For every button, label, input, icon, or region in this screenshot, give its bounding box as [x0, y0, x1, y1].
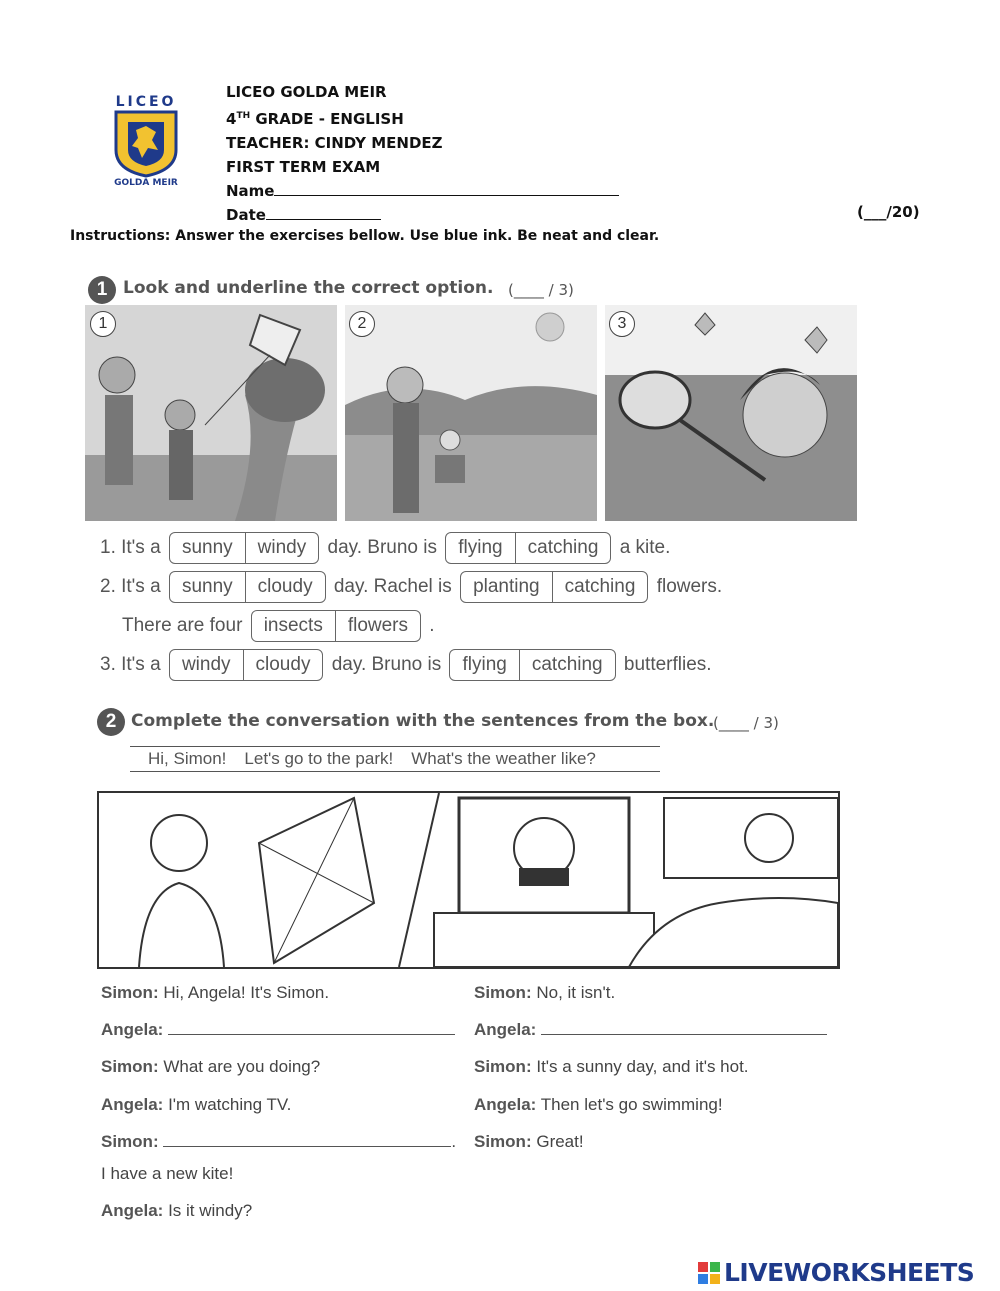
option[interactable]: flying	[462, 654, 507, 675]
school-name: LICEO GOLDA MEIR	[226, 83, 387, 101]
option[interactable]: flying	[458, 537, 503, 558]
section1-score: (____ / 3)	[508, 281, 574, 299]
dialogue-right-2: Angela:	[474, 1020, 827, 1040]
option-group-weather[interactable]	[169, 532, 319, 564]
picture-1-number: 1	[90, 311, 116, 337]
total-score: (___/20)	[857, 203, 920, 221]
dialogue-left-5: Simon: .	[101, 1132, 457, 1151]
dialogue-right-3: Simon: It's a sunny day, and it's hot.	[474, 1057, 749, 1076]
option[interactable]: catching	[552, 572, 648, 602]
date-row: Date	[226, 203, 619, 227]
conversation-illustration	[97, 791, 840, 969]
dialogue-right-4: Angela: Then let's go swimming!	[474, 1095, 723, 1114]
picture-2-number: 2	[349, 311, 375, 337]
sentence-3: 3. It's a windy cloudy day. Bruno is flying catching butterflies.	[100, 648, 712, 682]
dialogue-left-3: Simon: What are you doing?	[101, 1057, 321, 1076]
section2-number: 2	[97, 708, 125, 736]
dialogue-left-7: Angela: Is it windy?	[101, 1201, 253, 1220]
option-group-action[interactable]	[449, 649, 615, 681]
section2-title: Complete the conversation with the sentences from the box.	[131, 711, 715, 731]
option[interactable]: planting	[473, 576, 540, 597]
brand-name: LIVEWORKSHEETS	[724, 1258, 975, 1287]
dialogue-left-4: Angela: I'm watching TV.	[101, 1095, 292, 1114]
answer-blank-1[interactable]	[168, 1020, 455, 1035]
section2-score: (____ / 3)	[713, 714, 779, 732]
shield-icon	[108, 110, 184, 178]
option-group-things[interactable]	[251, 610, 421, 642]
picture-1-windy-kite	[85, 305, 337, 521]
answer-blank-3[interactable]	[541, 1020, 827, 1035]
section1-title: Look and underline the correct option.	[123, 278, 494, 298]
box-sentence: Hi, Simon!	[148, 749, 227, 768]
dialogue-left-6: I have a new kite!	[101, 1164, 234, 1183]
sentence-2: 2. It's a sunny cloudy day. Rachel is planting catching flowers.	[100, 570, 722, 604]
option[interactable]: insects	[263, 615, 323, 636]
option[interactable]: catching	[519, 650, 615, 680]
picture-3-butterflies	[605, 305, 857, 521]
logo-bottom-text: GOLDA MEIR	[114, 178, 178, 188]
option-group-action[interactable]	[445, 532, 611, 564]
teacher-line: TEACHER: CINDY MENDEZ	[226, 134, 443, 152]
box-sentence: What's the weather like?	[411, 749, 596, 768]
dialogue-right-1: Simon: No, it isn't.	[474, 983, 616, 1002]
option[interactable]: catching	[515, 533, 611, 563]
option[interactable]: windy	[245, 533, 319, 563]
option-group-weather[interactable]	[169, 649, 324, 681]
option[interactable]: cloudy	[245, 572, 325, 602]
picture-3-number: 3	[609, 311, 635, 337]
option[interactable]: flowers	[335, 611, 420, 641]
dialogue-left-2: Angela:	[101, 1020, 455, 1040]
sentence-2b: There are four insects flowers .	[122, 609, 435, 643]
dialogue-left-1: Simon: Hi, Angela! It's Simon.	[101, 983, 330, 1002]
option[interactable]: sunny	[181, 537, 233, 558]
logo-top-text: LICEO	[115, 94, 177, 110]
dialogue-right-5: Simon: Great!	[474, 1132, 584, 1151]
option[interactable]: sunny	[181, 576, 233, 597]
box-sentence: Let's go to the park!	[244, 749, 394, 768]
option-group-weather[interactable]	[169, 571, 326, 603]
header-block	[226, 80, 619, 227]
liveworksheets-logo	[698, 1258, 974, 1287]
date-field[interactable]	[266, 204, 381, 220]
picture-2-planting	[345, 305, 597, 521]
name-field[interactable]	[274, 180, 619, 196]
brand-blocks-icon	[698, 1262, 720, 1284]
section1-number: 1	[88, 276, 116, 304]
school-logo	[108, 94, 184, 198]
instructions: Instructions: Answer the exercises bellow. Use blue ink. Be neat and clear.	[70, 228, 660, 244]
sentence-1: 1. It's a sunny windy day. Bruno is flying catching a kite.	[100, 531, 670, 565]
option[interactable]: windy	[181, 654, 231, 675]
option[interactable]: cloudy	[243, 650, 323, 680]
answer-blank-2[interactable]	[163, 1132, 451, 1147]
exam-title: FIRST TERM EXAM	[226, 158, 381, 176]
grade-line: 4TH GRADE - ENGLISH	[226, 110, 404, 128]
sentence-box	[130, 746, 660, 772]
name-row: Name	[226, 179, 619, 203]
option-group-action[interactable]	[460, 571, 648, 603]
